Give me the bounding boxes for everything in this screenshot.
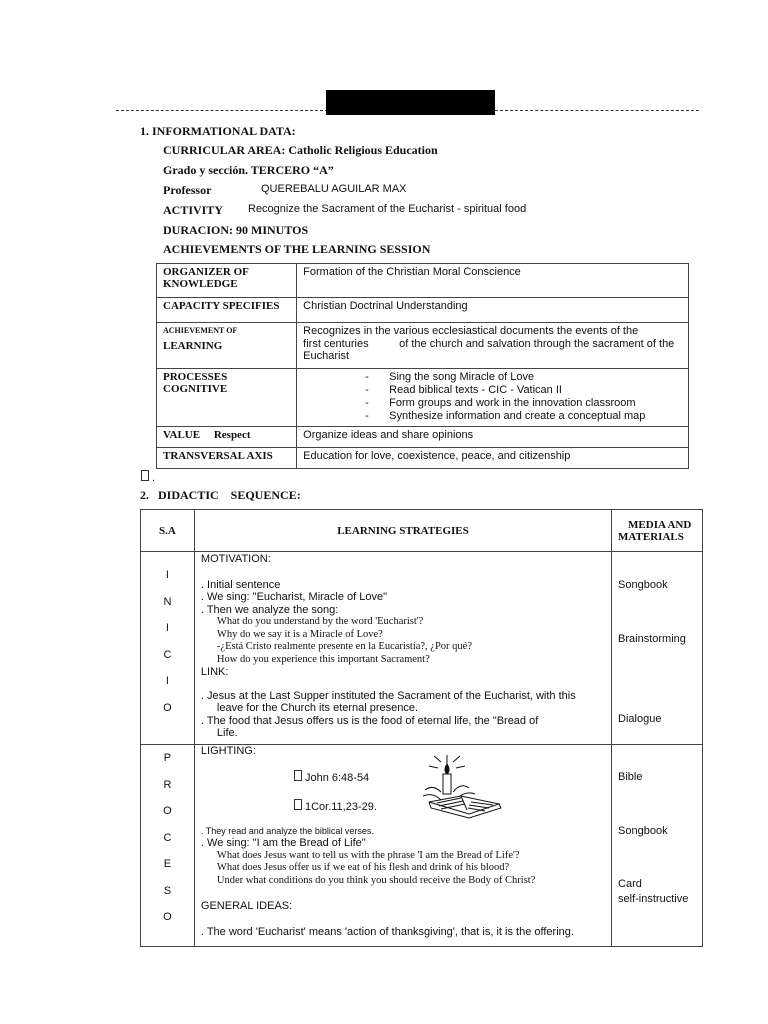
motivation-label: MOTIVATION: bbox=[200, 553, 271, 565]
inicio-letters bbox=[141, 552, 195, 745]
general-idea: . The word 'Eucharist' means 'action of thanksgiving', that is, it is the offering. bbox=[200, 925, 574, 938]
inicio-question: Why do we say it is a Miracle of Love? bbox=[216, 628, 383, 640]
proceso-strategies bbox=[194, 745, 611, 947]
organizer-label: ORGANIZER OF KNOWLEDGE bbox=[157, 264, 297, 298]
inicio-paragraph: . The food that Jesus offers us is the food of eternal life, the "Bread of bbox=[200, 714, 539, 727]
sa-letter: C bbox=[163, 648, 172, 661]
achievement-label: LEARNING bbox=[163, 340, 223, 352]
professor-row bbox=[163, 183, 407, 198]
activity-value: Recognize the Sacrament of the Eucharist - spiritual food bbox=[248, 203, 527, 215]
sa-letter: I bbox=[165, 622, 169, 634]
missing-glyph-icon bbox=[294, 799, 302, 810]
inicio-paragraph: leave for the Church its eternal presence. bbox=[216, 702, 419, 714]
achievement-value-2: first centuries of the church and salvation through the sacrament of the bbox=[303, 337, 675, 350]
achievement-value-cell bbox=[297, 323, 689, 369]
bible-ref-1: John 6:48-54 bbox=[294, 770, 369, 784]
achievements-heading: ACHIEVEMENTS OF THE LEARNING SESSION bbox=[163, 242, 431, 256]
processes-item: - Synthesize information and create a conceptual map bbox=[365, 410, 682, 423]
proceso-question: What does Jesus offer us if we eat of his flesh and drink of his blood? bbox=[216, 862, 510, 873]
activity-label: ACTIVITY bbox=[163, 203, 224, 217]
duracion: DURACION: 90 MINUTOS bbox=[163, 223, 309, 237]
proceso-block bbox=[201, 837, 607, 938]
professor-value: QUEREBALU AGUILAR MAX bbox=[261, 183, 407, 195]
col-media bbox=[612, 510, 703, 552]
general-ideas-label: GENERAL IDEAS: bbox=[200, 900, 293, 912]
proceso-line: . We sing: "I am the Bread of Life" bbox=[200, 837, 366, 849]
didactic-table bbox=[140, 509, 703, 947]
bible-ref-2: 1Cor.11,23-29. bbox=[294, 799, 377, 813]
inicio-line: . Initial sentence bbox=[200, 578, 281, 591]
inicio-line: . We sing: "Eucharist, Miracle of Love" bbox=[200, 591, 388, 603]
inicio-strategies bbox=[194, 552, 611, 745]
achievement-label-cell bbox=[157, 323, 297, 369]
header-dashed-line-right bbox=[495, 110, 699, 111]
redacted-title-box bbox=[326, 90, 495, 115]
processes-item: - Form groups and work in the innovation classroom bbox=[365, 397, 682, 410]
inicio-paragraph: Life. bbox=[216, 727, 238, 739]
inicio-question: What do you understand by the word 'Eucharist'? bbox=[216, 616, 424, 627]
organizer-value: Formation of the Christian Moral Conscience bbox=[297, 264, 689, 298]
processes-list-cell bbox=[297, 369, 689, 427]
proceso-line: . They read and analyze the biblical verses. bbox=[200, 826, 374, 836]
col-media-line2: MATERIALS bbox=[618, 530, 684, 543]
media-item: Brainstorming bbox=[618, 633, 686, 645]
sa-letter: C bbox=[163, 831, 172, 844]
inicio-line: . Then we analyze the song: bbox=[200, 603, 339, 616]
media-item: Songbook bbox=[618, 825, 668, 837]
professor-label: Professor bbox=[163, 183, 212, 197]
value-value: Organize ideas and share opinions bbox=[297, 427, 689, 448]
processes-item: - Read biblical texts - CIC - Vatican II bbox=[365, 384, 682, 397]
informational-heading: 1. INFORMATIONAL DATA: bbox=[140, 124, 296, 138]
grado-seccion: Grado y sección. TERCERO “A” bbox=[163, 163, 334, 177]
proceso-media bbox=[612, 745, 703, 947]
missing-glyph-icon bbox=[294, 770, 302, 781]
sa-letter: I bbox=[165, 675, 169, 687]
col-strategies: LEARNING STRATEGIES bbox=[194, 510, 611, 552]
missing-glyph-icon bbox=[141, 470, 149, 481]
value-label: VALUE Respect bbox=[157, 427, 297, 448]
sa-letter: E bbox=[163, 858, 172, 870]
sa-letter: N bbox=[163, 595, 172, 608]
sa-letter: R bbox=[163, 778, 172, 791]
sa-letter: O bbox=[163, 701, 172, 714]
lighting-label: LIGHTING: bbox=[200, 745, 256, 757]
proceso-question: Under what conditions do you think you should receive the Body of Christ? bbox=[216, 874, 536, 886]
processes-item: - Sing the song Miracle of Love bbox=[365, 371, 682, 384]
stray-text: . bbox=[149, 472, 156, 484]
didactic-heading: 2. DIDACTIC SEQUENCE: bbox=[140, 488, 301, 502]
curricular-area: CURRICULAR AREA: Catholic Religious Education bbox=[163, 143, 438, 157]
axis-value: Education for love, coexistence, peace, and citizenship bbox=[297, 448, 689, 469]
sa-letter: O bbox=[163, 911, 172, 923]
processes-list bbox=[303, 371, 682, 423]
inicio-media bbox=[612, 552, 703, 745]
inicio-question: -¿Está Cristo realmente presente en la Eucaristía?, ¿Por qué? bbox=[216, 641, 473, 652]
col-media-line1: MEDIA AND bbox=[628, 518, 692, 531]
media-item: Bible bbox=[618, 771, 643, 783]
proceso-letters bbox=[141, 745, 195, 947]
sa-letter: S bbox=[163, 884, 172, 897]
media-item: Dialogue bbox=[618, 713, 662, 725]
media-item: self-instructive bbox=[618, 893, 689, 905]
inicio-question: How do you experience this important Sacrament? bbox=[216, 653, 430, 665]
sa-letter: I bbox=[165, 569, 169, 581]
header-dashed-line-left bbox=[116, 110, 328, 111]
processes-label: PROCESSES COGNITIVE bbox=[157, 369, 297, 427]
sa-letter: O bbox=[163, 805, 172, 817]
inicio-paragraph: . Jesus at the Last Supper instituted the Sacrament of the Eucharist, with this bbox=[200, 689, 576, 702]
proceso-question: What does Jesus want to tell us with the phrase 'I am the Bread of Life'? bbox=[216, 849, 520, 861]
activity-row bbox=[163, 203, 527, 218]
candle-bible-icon bbox=[419, 750, 505, 822]
stray-mark bbox=[141, 470, 155, 484]
media-item: Card bbox=[618, 878, 642, 890]
col-sa: S.A bbox=[141, 510, 195, 552]
capacity-label: CAPACITY SPECIFIES bbox=[157, 298, 297, 323]
achievements-table bbox=[156, 263, 689, 469]
sa-letter: P bbox=[163, 752, 172, 764]
media-item: Songbook bbox=[618, 579, 668, 591]
capacity-value: Christian Doctrinal Understanding bbox=[297, 298, 689, 323]
link-label: LINK: bbox=[200, 666, 229, 678]
axis-label: TRANSVERSAL AXIS bbox=[157, 448, 297, 469]
achievement-value-1: Recognizes in the various ecclesiastical documents the events of the bbox=[303, 325, 639, 337]
achievement-value-3: Eucharist bbox=[303, 350, 350, 362]
achievement-label-small: ACHIEVEMENT OF bbox=[163, 326, 238, 335]
